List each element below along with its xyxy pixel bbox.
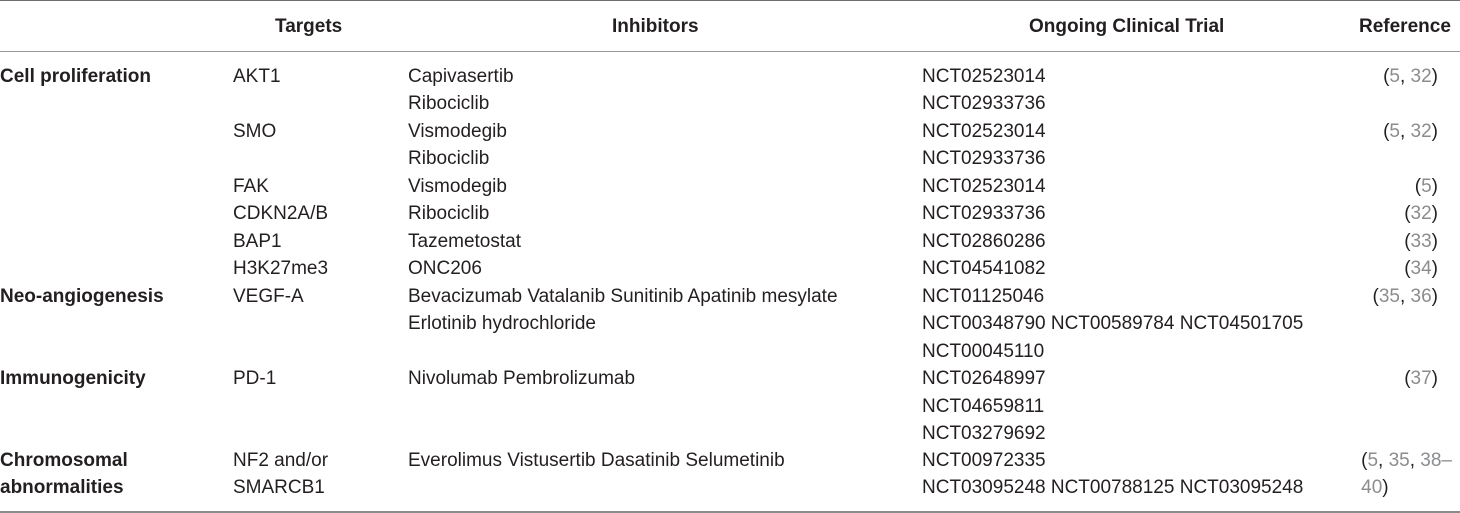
- reference-cell: (37): [1404, 368, 1438, 389]
- target-cell: NF2 and/or: [233, 450, 329, 471]
- citation-link[interactable]: 5: [1367, 450, 1379, 471]
- reference-cell: (34): [1404, 258, 1438, 279]
- inhibitor-cell: Ribociclib: [408, 203, 490, 224]
- category-neo-angiogenesis: Neo-angiogenesis: [0, 286, 164, 307]
- citation-link[interactable]: 5: [1389, 66, 1400, 87]
- citation-link[interactable]: 33: [1410, 231, 1432, 252]
- reference-cell: (5, 35, 38– 40): [1361, 450, 1452, 498]
- target-cell: SMO: [233, 121, 277, 142]
- trial-cell: NCT01125046: [922, 286, 1045, 307]
- table-top-rule: [0, 0, 1460, 1]
- trial-cell: NCT03279692: [922, 423, 1046, 444]
- reference-cell: (5, 32): [1383, 66, 1438, 87]
- trial-cell: NCT02648997: [922, 368, 1046, 389]
- trial-cell: NCT00045110: [922, 341, 1045, 362]
- category-chromosomal: Chromosomal: [0, 450, 128, 471]
- citation-link[interactable]: 5: [1389, 121, 1400, 142]
- reference-cell: (5, 32): [1383, 121, 1438, 142]
- target-cell: BAP1: [233, 231, 282, 252]
- inhibitor-cell: Capivasertib: [408, 66, 514, 87]
- inhibitor-cell: Ribociclib: [408, 148, 490, 169]
- inhibitor-cell: Erlotinib hydrochloride: [408, 313, 596, 334]
- header-bottom-rule: [0, 51, 1460, 52]
- inhibitor-cell: Nivolumab Pembrolizumab: [408, 368, 636, 389]
- trial-cell: NCT00348790 NCT00589784 NCT04501705: [922, 313, 1304, 334]
- citation-link[interactable]: 40: [1361, 477, 1383, 498]
- target-cell: PD-1: [233, 368, 277, 389]
- category-immunogenicity: Immunogenicity: [0, 368, 146, 389]
- target-cell: SMARCB1: [233, 477, 325, 498]
- citation-link[interactable]: 35: [1388, 450, 1410, 471]
- trial-cell: NCT02933736: [922, 93, 1046, 114]
- citation-link[interactable]: 37: [1410, 368, 1432, 389]
- target-cell: AKT1: [233, 66, 281, 87]
- trial-cell: NCT02523014: [922, 121, 1046, 142]
- trial-cell: NCT02933736: [922, 148, 1046, 169]
- target-cell: VEGF-A: [233, 286, 304, 307]
- inhibitor-cell: Bevacizumab Vatalanib Sunitinib Apatinib mesylate: [408, 286, 838, 307]
- inhibitor-cell: Ribociclib: [408, 93, 490, 114]
- inhibitor-cell: Vismodegib: [408, 176, 507, 197]
- trial-cell: NCT02933736: [922, 203, 1046, 224]
- category-cell-proliferation: Cell proliferation: [0, 66, 151, 87]
- inhibitor-cell: Vismodegib: [408, 121, 507, 142]
- citation-link[interactable]: 32: [1410, 66, 1432, 87]
- trial-cell: NCT02523014: [922, 176, 1046, 197]
- inhibitor-cell: ONC206: [408, 258, 482, 279]
- trial-cell: NCT03095248 NCT00788125 NCT03095248: [922, 477, 1304, 498]
- trial-cell: NCT00972335: [922, 450, 1046, 471]
- reference-cell: (33): [1404, 231, 1438, 252]
- header-reference: Reference: [1359, 16, 1451, 37]
- target-cell: CDKN2A/B: [233, 203, 329, 224]
- target-cell: FAK: [233, 176, 269, 197]
- reference-cell: (35, 36): [1372, 286, 1438, 307]
- header-inhibitors: Inhibitors: [612, 16, 699, 37]
- header-trial: Ongoing Clinical Trial: [1029, 16, 1225, 37]
- target-cell: H3K27me3: [233, 258, 329, 279]
- citation-link[interactable]: 36: [1410, 286, 1432, 307]
- reference-cell: (5): [1414, 176, 1438, 197]
- inhibitor-cell: Tazemetostat: [408, 231, 521, 252]
- citation-link[interactable]: 35: [1378, 286, 1400, 307]
- citation-link[interactable]: 5: [1421, 176, 1432, 197]
- header-targets: Targets: [275, 16, 343, 37]
- trial-cell: NCT02860286: [922, 231, 1046, 252]
- inhibitor-cell: Everolimus Vistusertib Dasatinib Selumetinib: [408, 450, 785, 471]
- citation-link[interactable]: 34: [1410, 258, 1432, 279]
- trial-cell: NCT02523014: [922, 66, 1046, 87]
- citation-link[interactable]: 32: [1410, 121, 1432, 142]
- trial-cell: NCT04659811: [922, 396, 1045, 417]
- trial-cell: NCT04541082: [922, 258, 1046, 279]
- reference-cell: (32): [1404, 203, 1438, 224]
- citation-link[interactable]: 32: [1410, 203, 1432, 224]
- citation-link[interactable]: 38–: [1420, 450, 1452, 471]
- category-abnormalities: abnormalities: [0, 477, 124, 498]
